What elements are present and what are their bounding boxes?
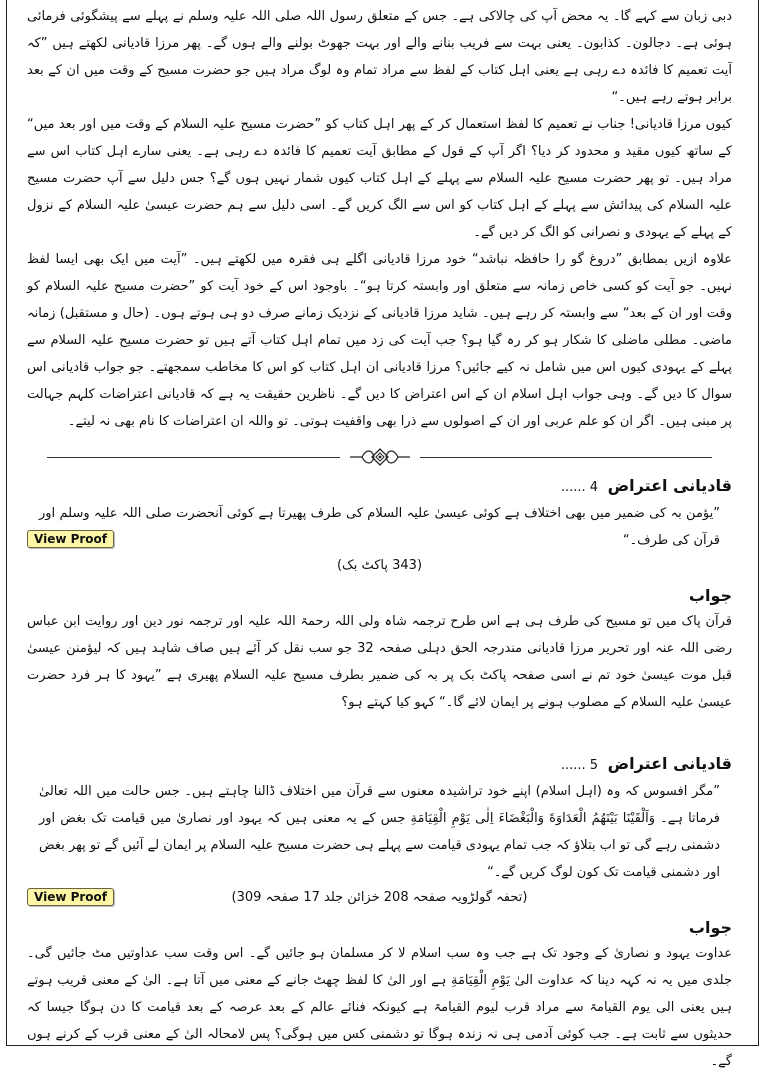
objection-5-number: 5 ...... [560, 758, 599, 773]
answer-4-heading: جواب [688, 586, 732, 605]
answer-5-heading: جواب [688, 918, 732, 937]
intro-paragraph-3: علاوہ ازیں بمطابق ”دروغ گو را حافظہ نباشد“ خود مرزا قادیانی اگلے ہی فقرہ میں لکھتے ہیں۔ ”آیت میں ایک بھی ایسا لفظ نہیں۔ جو آیت کو کسی خاص زمانہ سے متعلق اور وابستہ کرتا ہو“۔ باوجود اس کے خود آیت کو ”حضرت مسیح علیہ السلام کو وقت اور ان کے بعد“ سے وابستہ کر رہے ہیں۔ شاید مرزا قادیانی کے نزدیک زمانے صرف دو ہی ہوتے ہوں۔ (حال و مستقبل) زمانہ ماضی۔ مطلی ماضلی کا شکار ہو کر رہ گیا ہو؟ جب آیت کی زد میں تمام اہل کتاب آتے ہیں تو حضرت مسیح علیہ السلام سے پہلے کے یہودی کیوں اس میں شامل نہ کیے جائیں؟ مرزا قادیانی ان اہل کتاب کو اس کا مخاطب سمجھتے۔ جو جواب قادیانی اس سوال کا دیں گے۔ وہی جواب اہل اسلام ان کے اس اعتراض کا دیں گے۔ ناظرین حقیقت یہ ہے کہ قادیانی اعتراضات کلہم جہالت پر مبنی ہیں۔ اگر ان کو علم عربی اور ان کے اصولوں سے ذرا بھی واقفیت ہوتی۔ تو واللہ ان اعتراضات کا نام بھی نہ لیتے۔ [27, 252, 732, 429]
view-proof-button-4[interactable]: View Proof [27, 530, 114, 548]
objection-4-heading [27, 474, 732, 500]
intro-paragraph-2: کیوں مرزا قادیانی! جناب نے تعمیم کا لفظ استعمال کر کے پھر اہل کتاب کو ”حضرت مسیح علیہ السلام کے وقت میں اور بعد میں“ کے ساتھ کیوں مقید و محدود کر دیا؟ اگر آپ کے قول کے مطابق آیت تعمیم کا فائدہ دے رہی ہے۔ یعنی سارے اہل کتاب اس سے مراد ہیں۔ تو پھر حضرت مسیح علیہ السلام سے پہلے کے اہل کتاب کیوں شمار نہیں ہوں گے؟ جس دلیل سے آپ حضرت مسیح علیہ السلام کی پیدائش سے پہلے کے اہل کتاب کو اس سے الگ کریں گے۔ اسی دلیل سے ہم حضرت عیسیٰ علیہ السلام کے نزول کے پہلے کے یہودی و نصرانی کو الگ کر دیں گے۔ [27, 117, 732, 240]
objection-5-proof-row [27, 886, 732, 910]
answer-5-text: عداوت یہود و نصاریٰ کے وجود تک ہے جب وہ سب اسلام لا کر مسلمان ہو جائیں گے۔ اس وقت سب عداوتیں مٹ جائیں گی۔ جلدی میں یہ نہ کہہ دینا کہ عداوت الیٰ یَوْمِ الْقِیَامَةِ ہے اور الیٰ کا لفظ چھٹ جانے کے معنی میں آتا ہے۔ الیٰ کے معنی قریب ہوتے ہیں یعنی الی یوم القیامۃ سے مراد قرب لیوم القیامۃ ہے کیونکہ فنائے عالم کے بعد عرصہ کے بعد قیامت کا دن ہوگا جیسا کہ حدیثوں سے ثابت ہے۔ جب کوئی آدمی ہی نہ زندہ ہوگا تو دشمنی کس میں ہوگی؟ پس لامحالہ الیٰ کے معنی قرب کے کرنے ہوں گے۔ [27, 946, 732, 1069]
objection-4-number: 4 ...... [560, 480, 599, 495]
view-proof-button-5[interactable]: View Proof [27, 888, 114, 906]
objection-5-heading [27, 752, 732, 778]
objection-4-reference: (343 پاکٹ بک) [336, 558, 423, 573]
section-divider [27, 444, 732, 470]
objection-5-title: قادیانی اعتراض [607, 754, 732, 773]
document-page [6, 0, 759, 1069]
floral-divider-icon [348, 446, 412, 468]
intro-paragraph-1: دبی زبان سے کہے گا۔ یہ محض آپ کی چالاکی ہے۔ جس کے متعلق رسول اللہ صلی اللہ علیہ وسلم نے پہلے سے پیشگوئی فرمائی ہوئی ہے۔ دجالون۔ کذابون۔ یعنی بہت سے فریب بنانے والے اور بہت جھوٹ بولنے والے ہوں گے۔ پھر مرزا قادیانی لکھتے ہیں ”کہ آیت تعمیم کا فائدہ دے رہی ہے یعنی اہل کتاب کے لفظ سے مراد تمام وہ لوگ مراد ہیں جو حضرت مسیح کے وقت میں ان کے بعد برابر ہوتے رہے ہیں۔“ [27, 9, 732, 105]
spacer [27, 716, 732, 748]
divider-rule-right [420, 457, 713, 458]
objection-4-title: قادیانی اعتراض [607, 476, 732, 495]
divider-rule-left [47, 457, 340, 458]
objection-5-quote: ”مگر افسوس کہ وہ (اہل اسلام) اپنے خود تراشیدہ معنوں سے قرآن میں اختلاف ڈالنا چاہتے ہیں۔ جس حالت میں اللہ تعالیٰ فرماتا ہے۔ وَاَلْقَیْنَا بَیْنَهُمُ الْعَدَاوَةَ وَالْبَغْضَاءَ اِلٰی یَوْمِ الْقِیَامَةِ جس کے یہ معنی ہیں کہ یہود اور نصاریٰ میں قیامت تک بغض اور دشمنی رہے گی تو اب بتلاؤ کہ جب تمام یہودی قیامت سے پہلے ہی حضرت مسیح علیہ السلام پر ایمان لے آئیں گے تو پھر بغض اور دشمنی قیامت تک کون لوگ کریں گے۔“ [39, 784, 720, 880]
answer-4-text: قرآن پاک میں تو مسیح کی طرف ہی ہے اس طرح ترجمہ شاہ ولی اللہ رحمۃ اللہ علیہ اور ترجمہ نور دین اور روایت ابن عباس رضی اللہ عنہ اور تحریر مرزا قادیانی مندرجہ الحق دہلی صفحہ 32 جو سب نقل کر آئے ہیں صاف شاہد ہیں کہ لیؤمنن عیسیٰ قبل موت عیسیٰ خود تم نے اسی صفحہ پاکٹ بک پر بہ کی ضمیر بطرف مسیح علیہ السلام پھیری ہے ”یہود کا ہر فرد حضرت عیسیٰ علیہ السلام کے مصلوب ہونے پر ایمان لائے گا۔“ کہو کیا کہتے ہو؟ [27, 614, 732, 710]
objection-5-reference: (تحفہ گولڑویہ صفحہ 208 خزائن جلد 17 صفحہ 309) [231, 890, 528, 905]
objection-4-quote: ”یؤمن بہ کی ضمیر میں بھی اختلاف ہے کوئی عیسیٰ علیہ السلام کی طرف پھیرتا ہے کوئی آنحضرت صلی اللہ علیہ وسلم اور قرآن کی طرف۔“ [39, 506, 720, 548]
objection-4-proof-row [27, 528, 732, 578]
